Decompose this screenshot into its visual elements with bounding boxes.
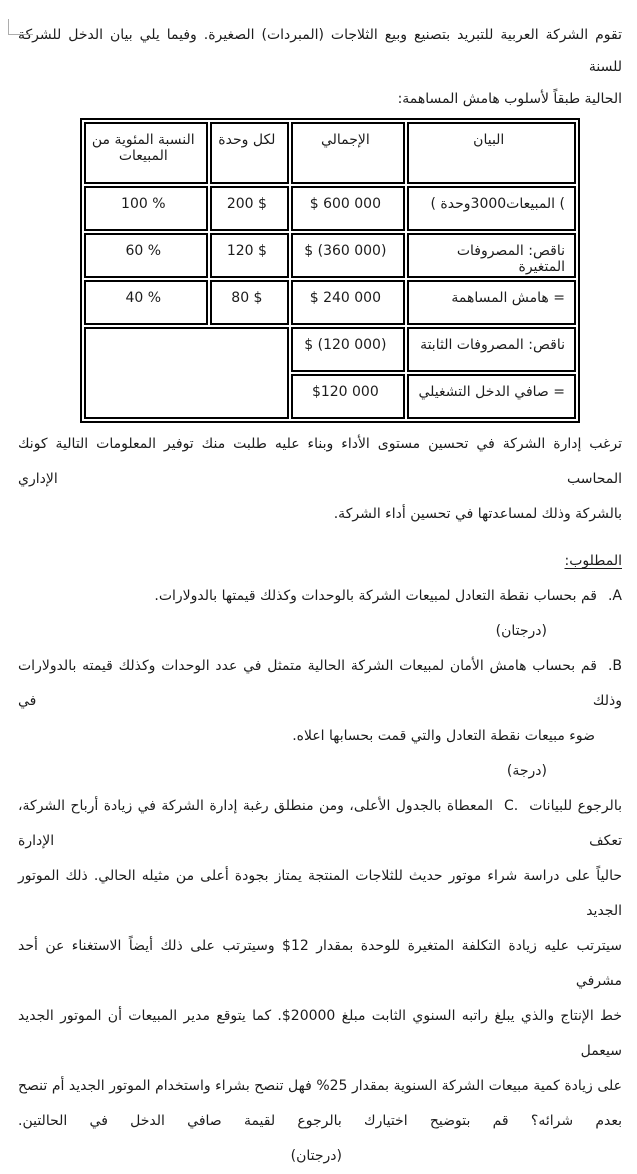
sales-quantity: 3000 [470,196,507,212]
cell-fixed-total: $ (120 000) [291,327,404,372]
item-b-line-1 [18,649,622,719]
item-a-grade: (درجتان) [495,623,547,639]
cell-net-total: $120 000 [291,374,404,419]
item-c-line-1-rest: المعطاة بالجدول الأعلى، ومن منطلق رغبة إدارة الشركة في زيادة أرباح الشركة، تعكف الإدارة [18,798,622,849]
item-a-marker: A. [607,588,622,604]
table-row-fixed-costs [84,327,576,372]
item-b-text: قم بحساب هامش الأمان لمبيعات الشركة الحالية متمثل في عدد الوحدات وكذلك قيمته بالدولارات وذلك في [18,658,622,709]
cell-variable-statement: ناقص: المصروفات المتغيرة [407,233,576,278]
table-header-row [84,122,576,184]
sales-unit-word: وحدة [440,196,471,212]
intro-line-2: الحالية طبقاً لأسلوب هامش المساهمة: [397,91,622,107]
item-c-line-5: على زيادة كمية مبيعات الشركة السنوية بمقدار 25% فهل تنصح بشراء واستخدام الموتور الجديد أم تنصح [18,1078,622,1094]
table-row-sales [84,186,576,231]
cell-sales-total: $ 600 000 [291,186,404,231]
header-total: الإجمالي [291,122,404,184]
cell-margin-per-unit: 80 $ [210,280,290,325]
cell-fixed-statement: ناقص: المصروفات الثابتة [407,327,576,372]
item-c-line-2: حالياً على دراسة شراء موتور حديث للثلاجات المنتجة يمتاز بجودة أعلى من مثيله الحالي. ذلك الموتور الجديد [18,868,622,919]
income-statement-table [80,118,580,423]
item-a-line [18,579,622,614]
cell-margin-total: $ 240 000 [291,280,404,325]
header-pct-line1: النسبة المئوية من [91,132,195,148]
sales-paren-left: ( [430,196,441,212]
cell-sales-statement [407,186,576,231]
table-row-contribution-margin [84,280,576,325]
required-heading: المطلوب: [564,553,622,569]
table-row-variable-costs [84,233,576,278]
item-c-lead: بالرجوع للبيانات [529,798,622,814]
item-c-line-1 [18,789,622,859]
header-per-unit: لكل وحدة [210,122,290,184]
header-pct-line2: المبيعات [118,148,168,164]
page-margin-crop-mark-icon [8,19,33,35]
cell-margin-statement: = هامش المساهمة [407,280,576,325]
item-b-marker: B. [607,658,622,674]
intro-line-1: تقوم الشركة العربية للتبريد بتصنيع وبيع الثلاجات (المبردات) الصغيرة. وفيما يلي بيان الدخل للشركة للسنة [18,27,622,75]
item-c-line-6: بعدم شرائه؟ قم بتوضيح اختيارك بالرجوع لقيمة صافي الدخل في الحالتين. [18,1113,622,1129]
request-intro-line-1: ترغب إدارة الشركة في تحسين مستوى الأداء وبناء عليه طلبت منك توفير المعلومات التالية كونك المحاسب الإداري [18,436,622,487]
cell-net-statement: = صافي الدخل التشغيلي [407,374,576,419]
sales-paren-right: ( [555,196,565,212]
cell-variable-pct: 60 % [84,233,208,278]
cell-sales-per-unit: 200 $ [210,186,290,231]
item-a-text: قم بحساب نقطة التعادل لمبيعات الشركة بالوحدات وكذلك قيمتها بالدولارات. [154,588,597,604]
item-b-grade: (درجة) [506,763,547,779]
sales-word: المبيعات [506,196,556,212]
item-b-line-2: ضوء مبيعات نقطة التعادل والتي قمت بحسابها اعلاه. [292,728,595,744]
item-c-line-4: خط الإنتاج والذي يبلغ راتبه السنوي الثابت مبلغ 20000$. كما يتوقع مدير المبيعات أن الموتور الجديد سيعمل [18,1008,622,1059]
cell-merged-empty [84,327,289,419]
cell-variable-per-unit: 120 $ [210,233,290,278]
cell-variable-total: $ (360 000) [291,233,404,278]
header-statement: البيان [407,122,576,184]
cell-margin-pct: 40 % [84,280,208,325]
cell-sales-pct: 100 % [84,186,208,231]
item-c-marker: C. [504,798,519,814]
header-pct-of-sales [84,122,208,184]
request-intro-line-2: بالشركة وذلك لمساعدتها في تحسين أداء الشركة. [333,506,622,522]
item-c-line-3: سيترتب عليه زيادة التكلفة المتغيرة للوحدة بمقدار 12$ وسيترتب على ذلك أيضاً الاستغناء عن أحد مشرفي [18,938,622,989]
document-page [0,19,637,1164]
item-c-grade: (درجتان) [290,1148,342,1164]
